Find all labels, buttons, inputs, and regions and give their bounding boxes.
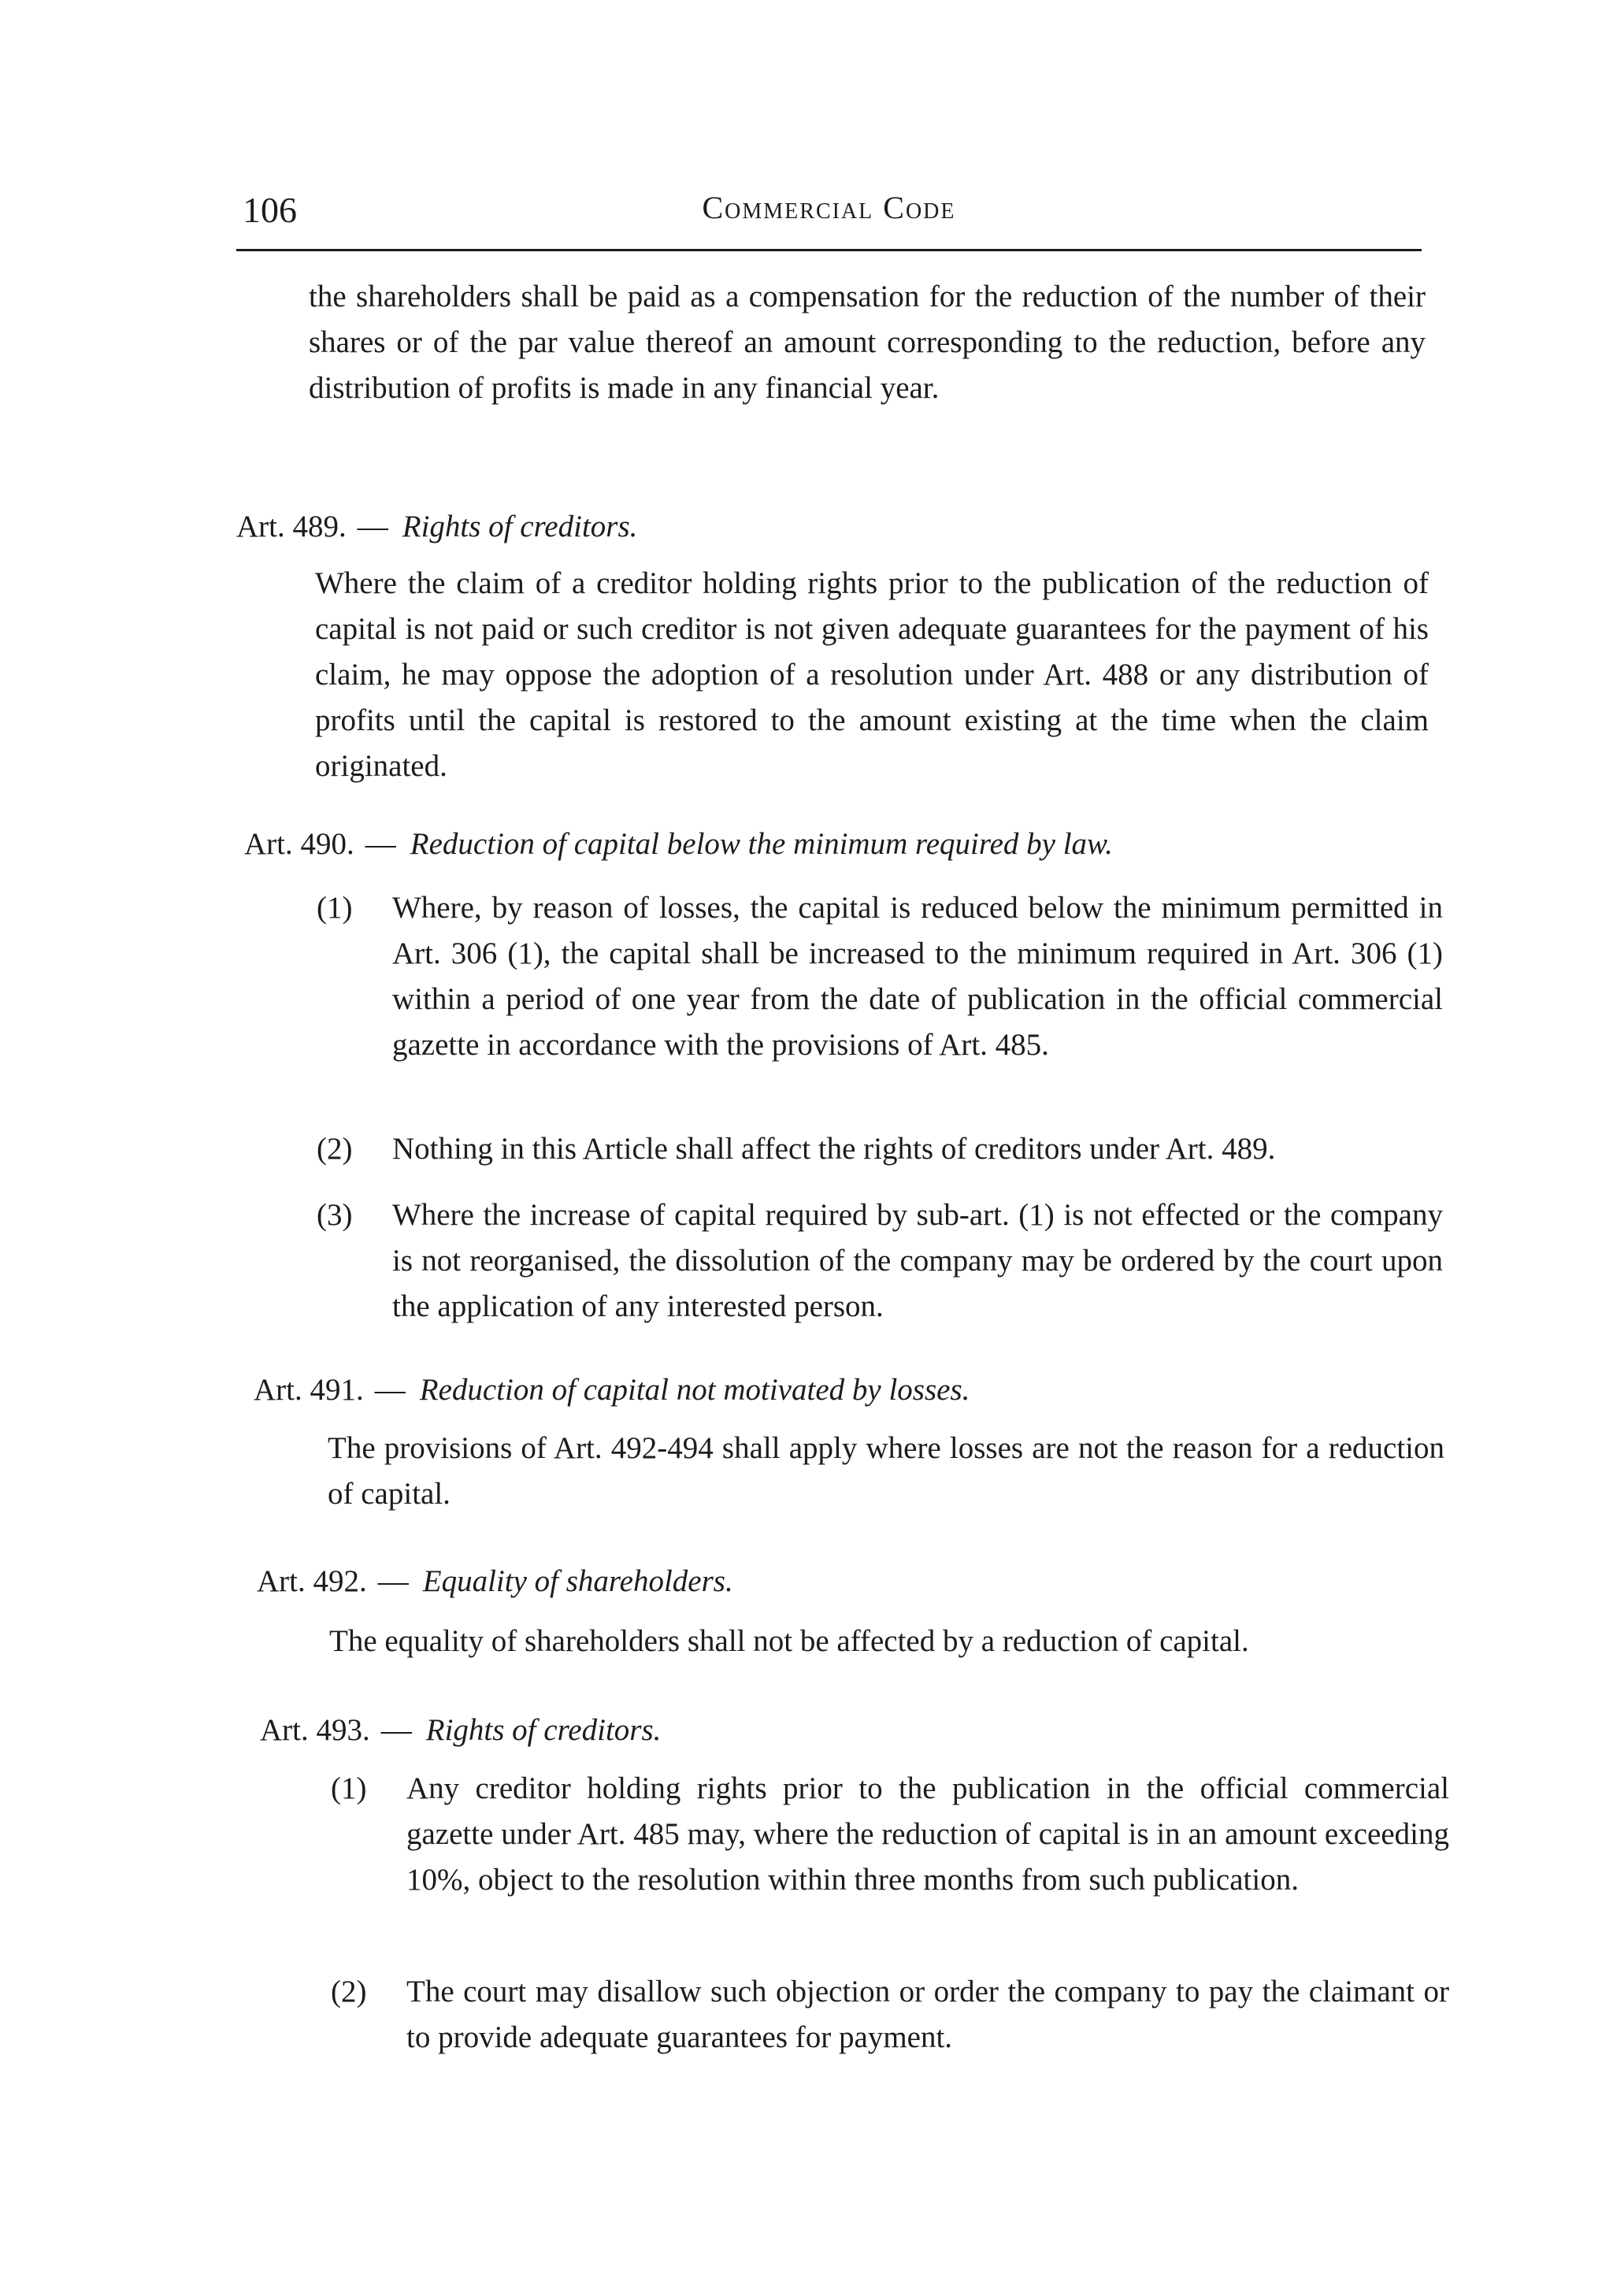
article-title: Rights of creditors. bbox=[402, 510, 638, 543]
article-title: Rights of creditors. bbox=[425, 1713, 662, 1747]
article-490-heading bbox=[244, 822, 1113, 867]
subsection-marker: (3) bbox=[317, 1198, 353, 1232]
article-dash: — bbox=[365, 827, 396, 861]
running-title: Commercial Code bbox=[702, 190, 956, 225]
article-490-subsection-2 bbox=[317, 1126, 1443, 1174]
article-number: Art. 492. bbox=[257, 1564, 367, 1598]
article-490-subsection-1 bbox=[317, 885, 1443, 1114]
subsection-text: Nothing in this Article shall affect the rights of creditors under Art. 489. bbox=[392, 1132, 1276, 1166]
article-dash: — bbox=[374, 1373, 406, 1407]
article-493-subsection-2 bbox=[331, 1969, 1449, 2064]
article-491-heading bbox=[254, 1367, 970, 1413]
subsection-text: Any creditor holding rights prior to the publication in the official commercial gazette under Art. 485 may, where the reduction of capital is in an amount exceeding 10%, object to the resolution within three months from such publication. bbox=[406, 1771, 1449, 1897]
article-dash: — bbox=[377, 1564, 409, 1598]
article-dash: — bbox=[380, 1713, 412, 1747]
page-header bbox=[236, 189, 1422, 252]
article-489-heading bbox=[236, 504, 637, 550]
article-title: Reduction of capital below the minimum required by law. bbox=[410, 827, 1113, 861]
article-491-text: The provisions of Art. 492-494 shall apply where losses are not the reason for a reduction of capital. bbox=[328, 1431, 1444, 1511]
header-rule bbox=[236, 249, 1422, 251]
subsection-marker: (2) bbox=[331, 1975, 367, 2009]
subsection-marker: (1) bbox=[317, 891, 353, 925]
article-number: Art. 491. bbox=[254, 1373, 364, 1407]
subsection-text: The court may disallow such objection or order the company to pay the claimant or to provide adequate guarantees for payment. bbox=[406, 1975, 1449, 2054]
article-title: Reduction of capital not motivated by losses. bbox=[419, 1373, 970, 1407]
article-493-heading bbox=[260, 1708, 661, 1753]
article-492-heading bbox=[257, 1559, 733, 1604]
subsection-text: Where the increase of capital required by sub-art. (1) is not effected or the company is not reorganised, the dissolution of the company may be ordered by the court upon the application of any interested person. bbox=[392, 1198, 1443, 1323]
article-number: Art. 489. bbox=[236, 510, 347, 543]
article-number: Art. 490. bbox=[244, 827, 354, 861]
subsection-marker: (1) bbox=[331, 1771, 367, 1805]
page-number: 106 bbox=[243, 190, 297, 230]
article-title: Equality of shareholders. bbox=[422, 1564, 733, 1598]
subsection-text: Where, by reason of losses, the capital is reduced below the minimum permitted in Art. 306 (1), the capital shall be increased to the minimum required in Art. 306 (1) within a period of one year from the date of publication in the official commercial gazette in accordance with the provisions of Art. 485. bbox=[392, 891, 1443, 1062]
article-493-subsection-1 bbox=[331, 1766, 1449, 1955]
article-489-text: Where the claim of a creditor holding rights prior to the publication of the reduction of capital is not paid or such creditor is not given adequate guarantees for the payment of his claim, he may oppose the adoption of a resolution under Art. 488 or any distribution of profits until the capital is restored to the amount existing at the time when the claim originated. bbox=[315, 566, 1429, 783]
continuation-paragraph: the shareholders shall be paid as a compensation for the reduction of the number of their shares or of the par value thereof an amount corresponding to the reduction, before any distribution of profits is made in any financial year. bbox=[309, 280, 1426, 405]
subsection-marker: (2) bbox=[317, 1132, 353, 1166]
article-492-text: The equality of shareholders shall not be affected by a reduction of capital. bbox=[329, 1624, 1249, 1658]
article-490-subsection-3 bbox=[317, 1193, 1443, 1334]
article-number: Art. 493. bbox=[260, 1713, 370, 1747]
article-dash: — bbox=[357, 510, 388, 543]
